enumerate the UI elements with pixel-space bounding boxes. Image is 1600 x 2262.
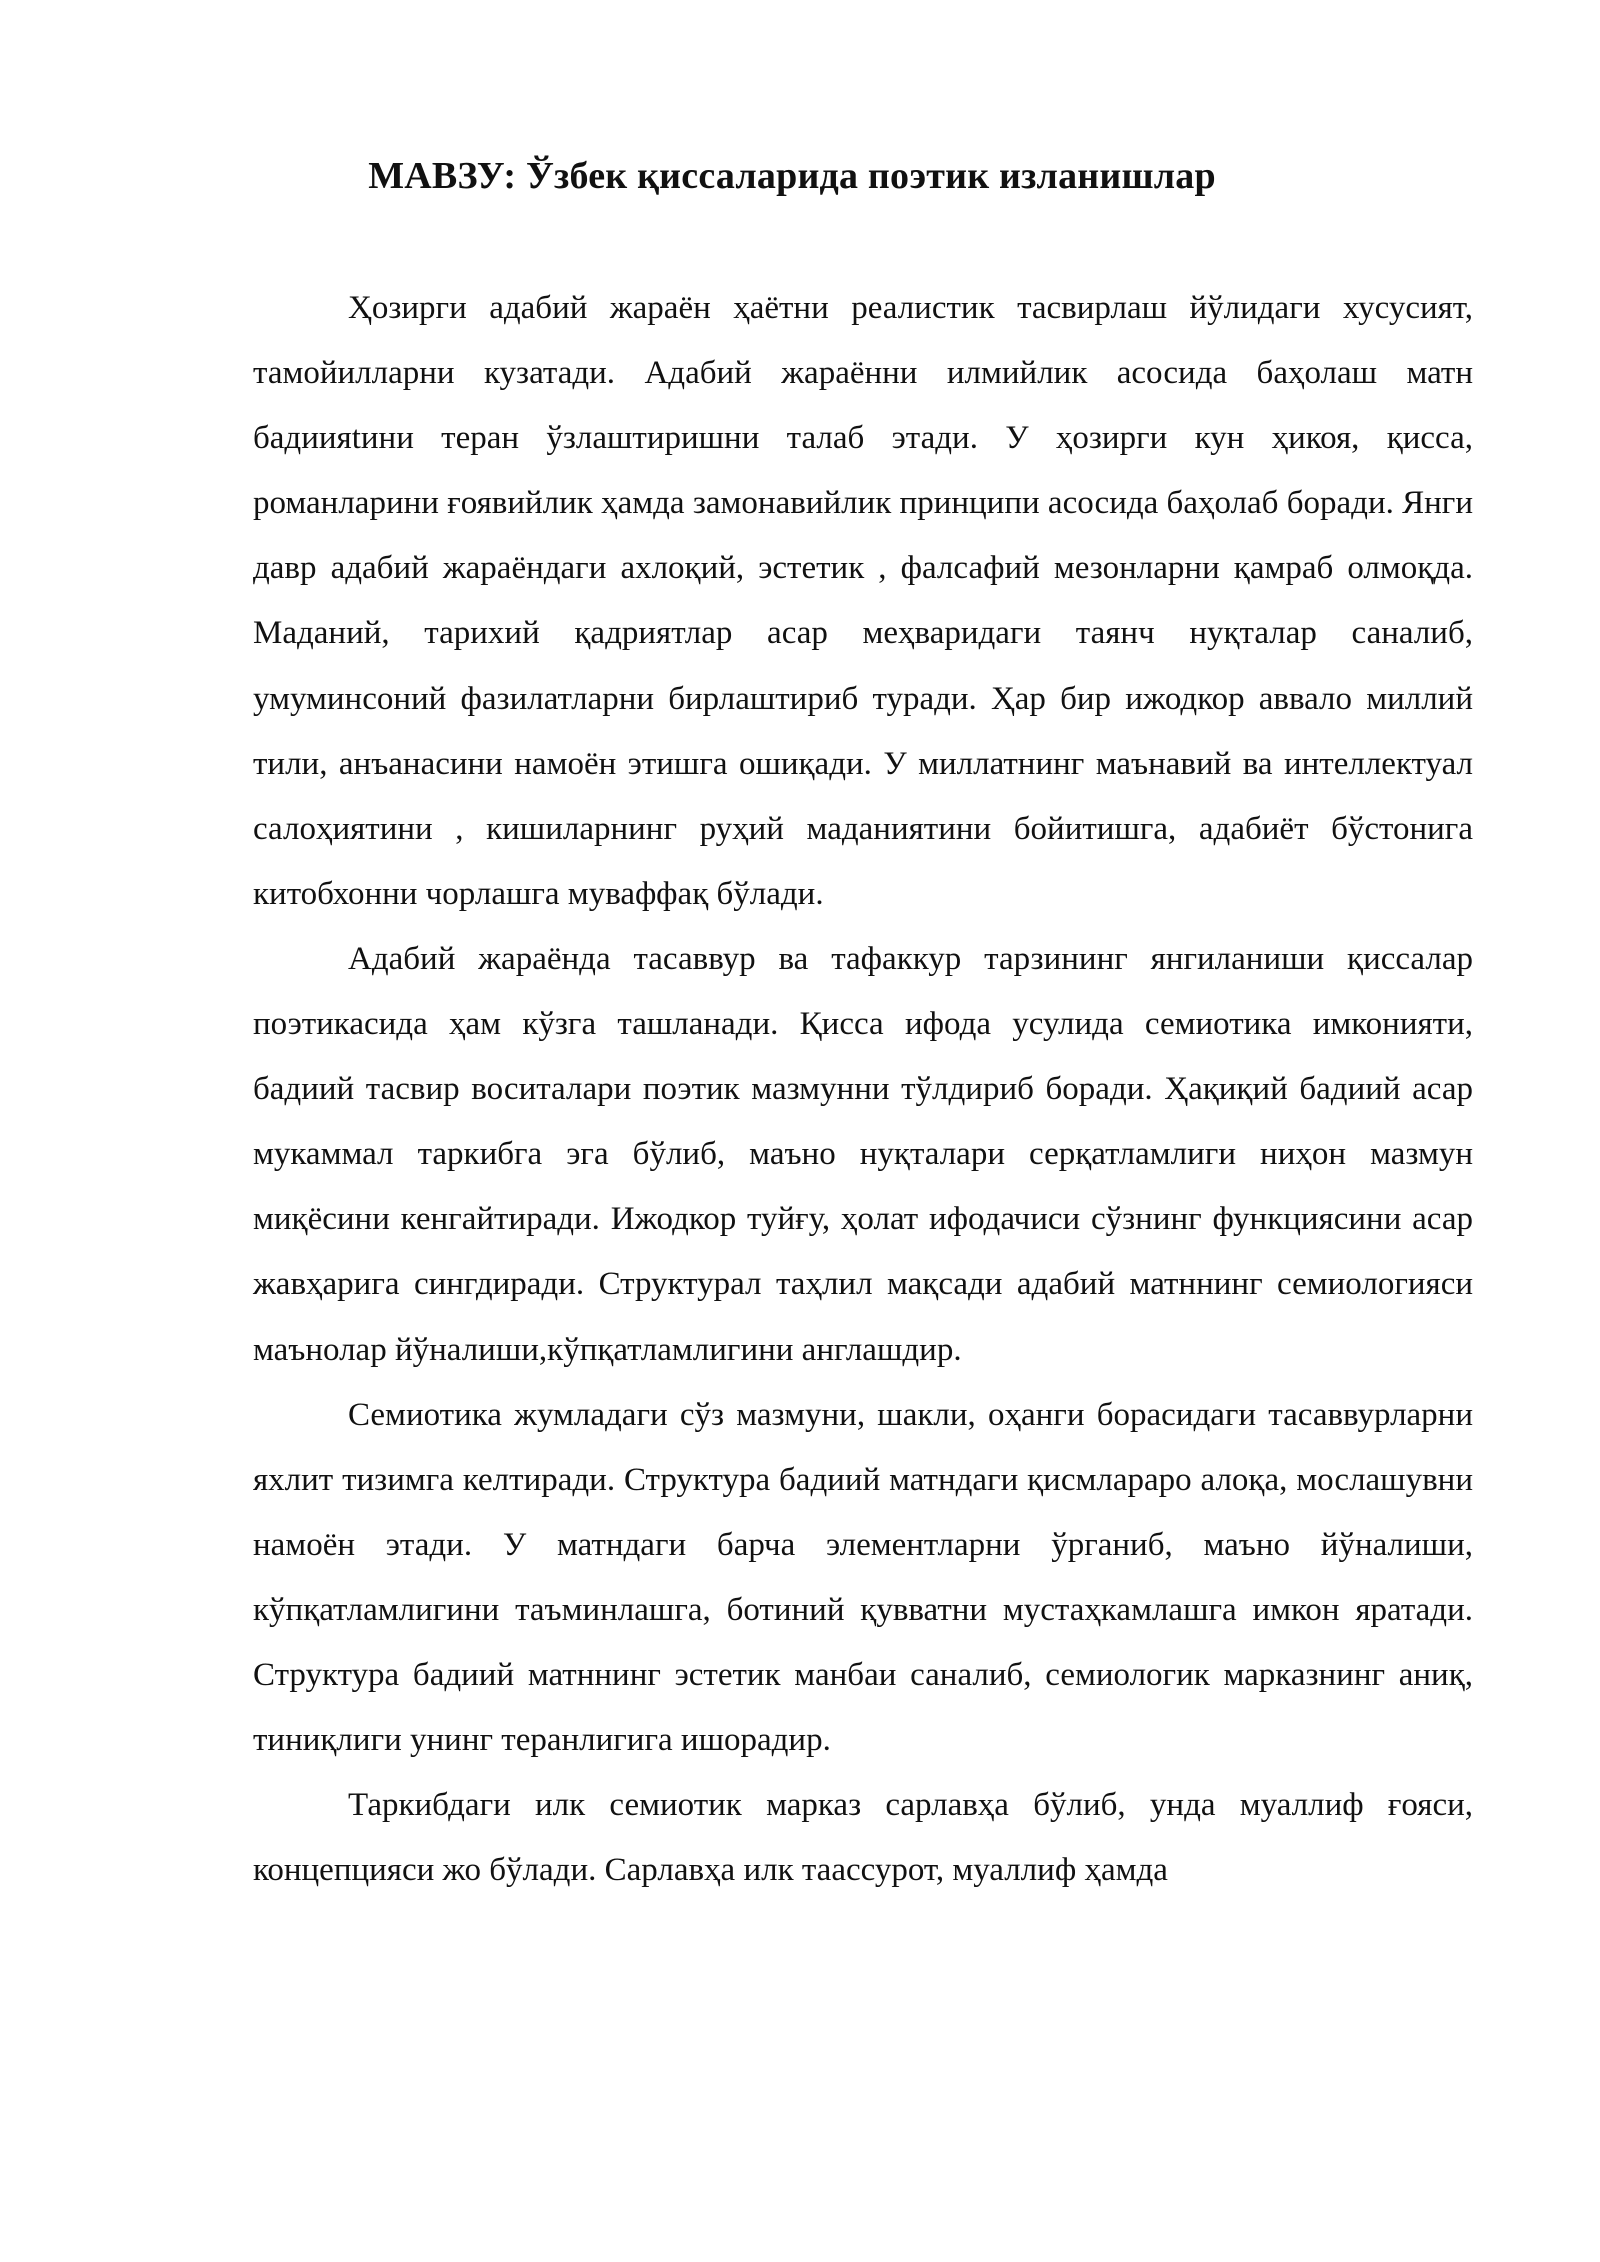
paragraph-4: Таркибдаги илк семиотик марказ сарлавҳа бўлиб, унда муаллиф ғояси, концепцияси жо бўлади. Сарлавҳа илк таассурот, муаллиф ҳамда: [253, 1787, 1473, 1889]
document-title-text: МАВЗУ: Ўзбек қиссаларида поэтик изланишлар: [368, 155, 1216, 197]
document-title: [0, 146, 1600, 206]
paragraph-3: Семиотика жумладаги сўз мазмуни, шакли, оҳанги борасидаги тасаввурларни яхлит тизимга келтиради. Структура бадиий матндаги қисмлараро алоқа, мослашувни намоён этади. У матндаги барча элементларни ўрганиб, маъно йўналиши, кўпқатламлигини таъминлашга, ботиний қувватни мустаҳкамлашга имкон яратади. Структура бадиий матннинг эстетик манбаи саналиб, семиологик марказнинг аниқ, тиниқлиги унинг теранлигига ишорадир.: [253, 1396, 1473, 1759]
paragraph-2: Адабий жараёнда тасаввур ва тафаккур тарзининг янгиланиши қиссалар поэтикасида ҳам кўзга ташланади. Қисса ифода усулида семиотика имконияти, бадиий тасвир воситалари поэтик мазмунни тўлдириб боради. Ҳақиқий бадиий асар мукаммал таркибга эга бўлиб, маъно нуқталари серқатламлиги ниҳон мазмун миқёсини кенгайтиради. Ижодкор туйғу, ҳолат ифодачиси сўзнинг функциясини асар жавҳарига сингдиради. Структурал таҳлил мақсади адабий матннинг семиологияси маънолар йўналиши,кўпқатламлигини англашдир.: [253, 940, 1473, 1368]
paragraph-1: Ҳозирги адабий жараён ҳаётни реалистик тасвирлаш йўлидаги хусусият, тамойилларни кузатади. Адабий жараённи илмийлик асосида баҳолаш матн бадиияtини теран ўзлаштиришни талаб этади. У ҳозирги кун ҳикоя, қисса, романларини ғоявийлик ҳамда замонавийлик принципи асосида баҳолаб боради. Янги давр адабий жараёндаги ахлоқий, эстетик , фалсафий мезонларни қамраб олмоқда. Маданий, тарихий қадриятлар асар меҳваридаги таянч нуқталар саналиб, умуминсоний фазилатларни бирлаштириб туради. Ҳар бир ижодкор аввало миллий тили, анъанасини намоён этишга ошиқади. У миллатнинг маънавий ва интеллектуал салоҳиятини , кишиларнинг руҳий маданиятини бойитишга, адабиёт бўстонига китобхонни чорлашга муваффақ бўлади.: [253, 290, 1473, 912]
document-body: [253, 276, 1473, 1903]
